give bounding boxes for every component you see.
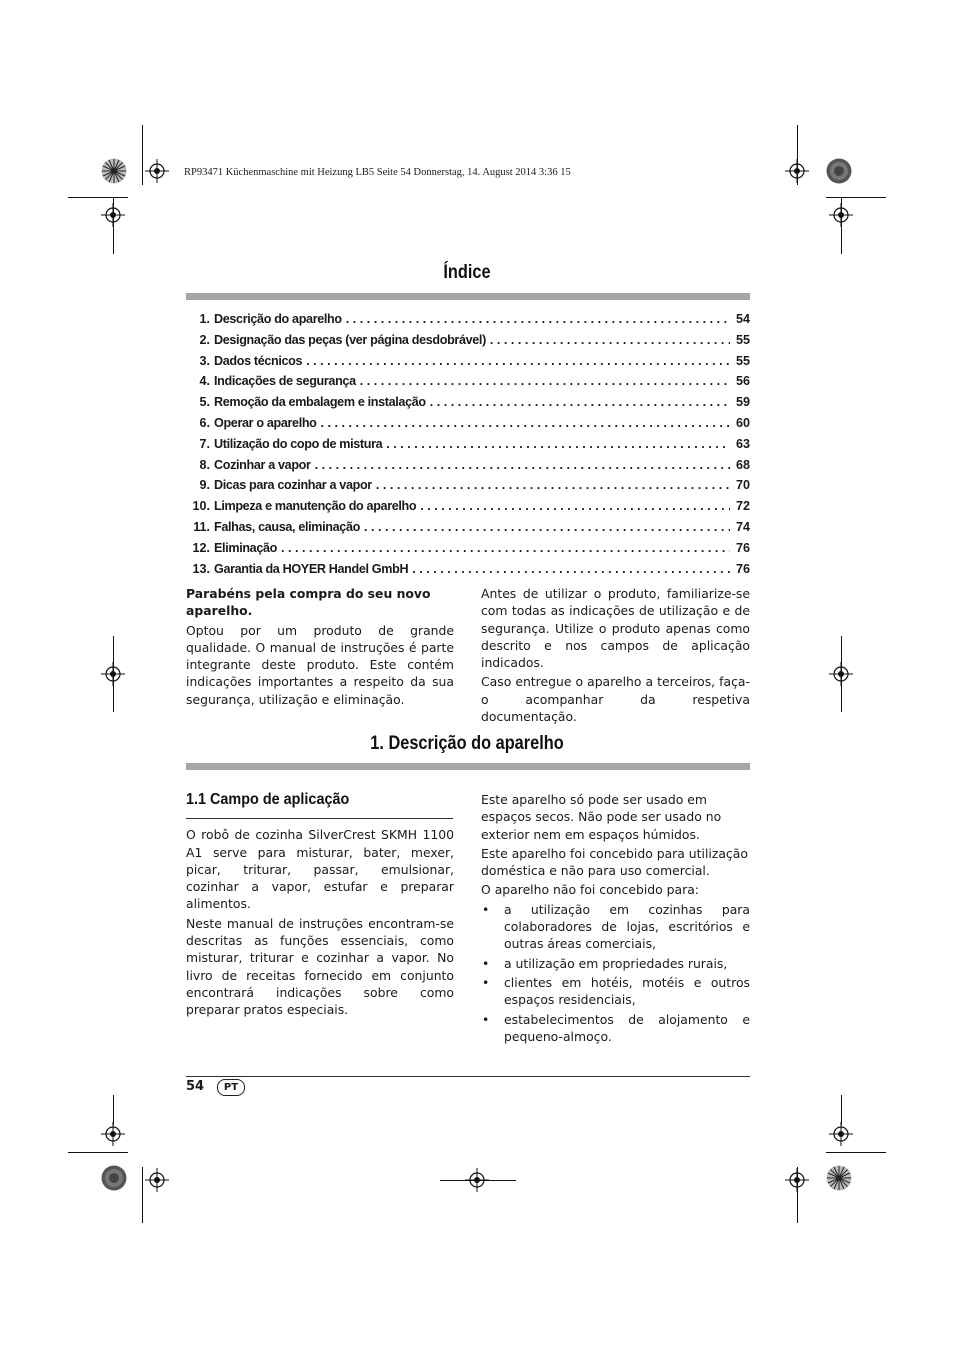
toc-entry-label: Dados técnicos [214, 353, 303, 368]
toc-entry-label: Designação das peças (ver página desdobrável) [214, 332, 486, 347]
toc-entry-number: 10. [192, 499, 210, 514]
registration-mark-icon [145, 1168, 169, 1192]
toc-entry-page: 70 [735, 478, 750, 493]
toc-entry-number: 8. [199, 457, 210, 472]
toc-leader-dots [277, 541, 730, 555]
registration-mark-icon [829, 203, 853, 227]
section-left-column [186, 791, 454, 1021]
registration-mark-icon [829, 1122, 853, 1146]
toc-entry [186, 354, 750, 375]
print-header: RP93471 Küchenmaschine mit Heizung LB5 Seite 54 Donnerstag, 14. August 2014 3:36 15 [184, 167, 571, 178]
toc-leader-dots [317, 416, 730, 430]
registration-mark-icon [465, 1168, 489, 1192]
color-target-icon [826, 158, 852, 184]
toc-entry-number: 9. [199, 478, 210, 493]
registration-mark-icon [145, 159, 169, 183]
toc-entry-label: Indicações de segurança [214, 374, 356, 389]
toc-entry [186, 395, 750, 416]
section-right-paragraph-1: Este aparelho só pode ser usado em espaços secos. Não pode ser usado no exterior nem em espaços húmidos. [481, 792, 722, 842]
toc-entry [186, 458, 750, 479]
toc-leader-dots [342, 312, 730, 326]
registration-mark-icon [829, 662, 853, 686]
intro-right-paragraph-2: Caso entregue o aparelho a terceiros, faça-o acompanhar da respetiva documentação. [481, 674, 750, 725]
toc-entry-page: 76 [735, 540, 750, 555]
toc-entry-number: 6. [199, 415, 210, 430]
toc-leader-dots [382, 437, 730, 451]
footer-rule [186, 1076, 750, 1077]
section-right-paragraph-3: O aparelho não foi concebido para: [481, 882, 699, 898]
toc-entry-number: 1. [199, 312, 210, 326]
page-number: 54 [186, 1079, 205, 1094]
toc-entry [186, 520, 750, 541]
toc-leader-dots [360, 520, 730, 534]
table-of-contents [186, 312, 750, 582]
toc-entry [186, 499, 750, 520]
list-item: • estabelecimentos de alojamento e pequeno-almoço. [481, 1011, 750, 1046]
toc-entry-page: 55 [735, 332, 750, 347]
list-item: • a utilização em propriedades rurais, [481, 955, 750, 972]
toc-entry [186, 541, 750, 562]
toc-entry-number: 13. [192, 561, 210, 576]
toc-entry-label: Limpeza e manutenção do aparelho [214, 499, 417, 514]
toc-entry-number: 5. [199, 395, 210, 410]
list-item: • clientes em hotéis, motéis e outros espaços residenciais, [481, 974, 750, 1009]
toc-entry-label: Cozinhar a vapor [214, 457, 311, 472]
registration-mark-icon [785, 159, 809, 183]
toc-leader-dots [426, 395, 730, 409]
list-item: • a utilização em cozinhas para colaboradores de lojas, escritórios e outras áreas comerciais, [481, 901, 750, 953]
index-title-bar [186, 293, 750, 300]
subsection-rule [186, 818, 453, 819]
intro-left-text: Optou por um produto de grande qualidade. O manual de instruções é parte integrante deste produto. Este contém indicações importantes a respeito da sua segurança, utilização e eliminação. [186, 622, 454, 707]
toc-entry-page: 68 [735, 457, 750, 472]
intro-lead: Parabéns pela compra do seu novo aparelho. [186, 586, 431, 619]
toc-entry-page: 54 [735, 312, 750, 326]
toc-entry-number: 4. [199, 374, 210, 389]
toc-entry-label: Falhas, causa, eliminação [214, 519, 360, 534]
intro-right-paragraph-1: Antes de utilizar o produto, familiarize-se com todas as indicações de utilização e de segurança. Utilize o produto apenas como descrito e nos campos de aplicação indicados. [481, 586, 750, 671]
intro-right-column [481, 585, 750, 727]
toc-entry-number: 11. [193, 519, 210, 534]
toc-entry [186, 478, 750, 499]
toc-leader-dots [356, 374, 730, 388]
toc-entry-page: 60 [735, 415, 750, 430]
toc-entry [186, 437, 750, 458]
section-left-paragraph-2: Neste manual de instruções encontram-se descritas as funções essenciais, como misturar, triturar e cozinhar a vapor. No livro de receitas fornecido em conjunto encontrará indicações sobre como preparar pratos especiais. [186, 915, 454, 1018]
toc-entry-label: Utilização do copo de mistura [214, 436, 383, 451]
toc-entry-label: Eliminação [214, 540, 277, 555]
section-left-paragraph-1: O robô de cozinha SilverCrest SKMH 1100 A1 serve para misturar, bater, mexer, picar, triturar, passar, emulsionar, cozinhar a vapor, estufar e preparar alimentos. [186, 827, 454, 912]
toc-entry-page: 56 [735, 374, 750, 389]
crop-mark [826, 197, 886, 198]
section-title-bar [186, 763, 750, 770]
registration-mark-icon [785, 1168, 809, 1192]
section-right-column [481, 791, 750, 1047]
toc-leader-dots [408, 562, 730, 576]
crop-mark [68, 1152, 128, 1153]
color-target-icon [101, 1165, 127, 1191]
toc-entry [186, 562, 750, 583]
toc-entry-number: 2. [199, 332, 210, 347]
crop-mark [142, 1167, 143, 1223]
toc-entry-number: 7. [199, 436, 210, 451]
registration-mark-icon [101, 203, 125, 227]
crop-mark [826, 1152, 886, 1153]
toc-entry-label: Descrição do aparelho [214, 312, 342, 326]
color-target-icon [101, 158, 127, 184]
toc-entry-number: 3. [199, 353, 210, 368]
toc-leader-dots [372, 478, 730, 492]
toc-entry-label: Operar o aparelho [214, 415, 317, 430]
toc-entry [186, 416, 750, 437]
subsection-title: 1.1 Campo de aplicação [186, 791, 350, 808]
toc-entry-page: 74 [735, 519, 750, 534]
toc-entry-label: Garantia da HOYER Handel GmbH [214, 561, 409, 576]
crop-mark [113, 1095, 114, 1125]
section-title: 1. Descrição do aparelho [370, 733, 564, 754]
index-title: Índice [443, 262, 491, 283]
toc-entry-page: 55 [735, 353, 750, 368]
section-right-paragraph-2: Este aparelho foi concebido para utilização doméstica e não para uso comercial. [481, 845, 748, 879]
usage-exclusion-list [481, 901, 750, 1045]
toc-leader-dots [416, 499, 730, 513]
toc-entry-page: 63 [735, 436, 750, 451]
color-target-icon [826, 1165, 852, 1191]
toc-entry-page: 76 [735, 561, 750, 576]
toc-leader-dots [486, 333, 730, 347]
crop-mark [68, 197, 128, 198]
toc-entry [186, 312, 750, 333]
registration-mark-icon [101, 662, 125, 686]
toc-entry [186, 333, 750, 354]
toc-entry-page: 59 [735, 395, 750, 410]
toc-entry-page: 72 [735, 499, 750, 514]
toc-entry-label: Remoção da embalagem e instalação [214, 395, 426, 410]
toc-leader-dots [311, 458, 730, 472]
toc-entry-number: 12. [192, 540, 210, 555]
toc-entry-label: Dicas para cozinhar a vapor [214, 478, 372, 493]
crop-mark [841, 1095, 842, 1125]
toc-leader-dots [302, 354, 730, 368]
toc-entry [186, 374, 750, 395]
crop-mark [142, 125, 143, 185]
intro-left-column [186, 585, 454, 710]
language-badge: PT [217, 1079, 245, 1096]
registration-mark-icon [101, 1122, 125, 1146]
